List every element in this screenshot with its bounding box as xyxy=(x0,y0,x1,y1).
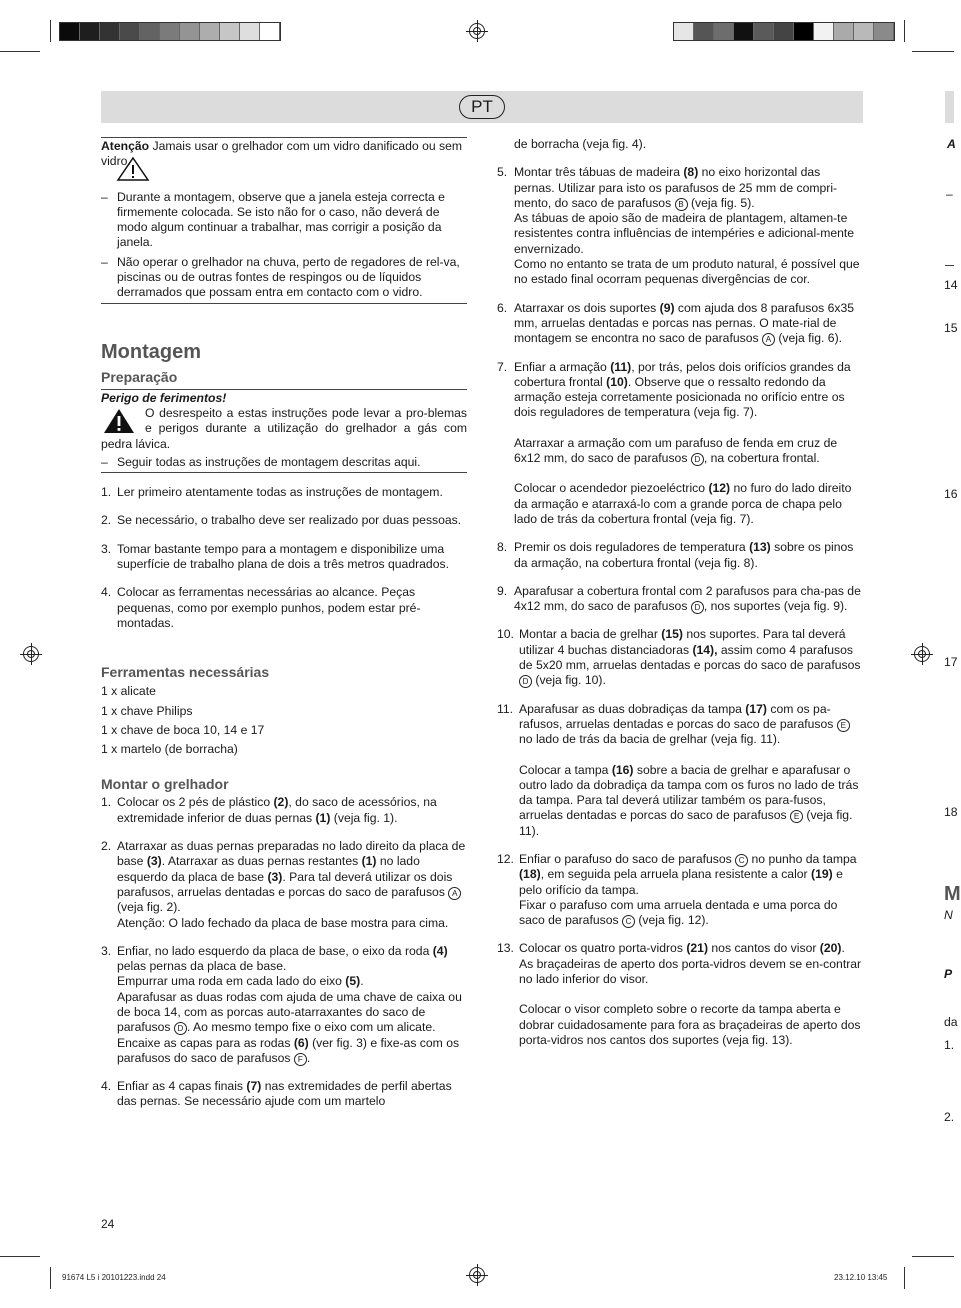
page-number: 24 xyxy=(101,1217,115,1231)
danger-label: Perigo de ferimentos! xyxy=(101,390,227,405)
assembly-step: 2. Atarraxar as duas pernas preparadas no lado direito da placa de base (3). Atarraxar as duas pernas restantes (1) no lado esquerdo da placa de base (3). Para tal deverá utilizar os dois parafusos, arruelas dentadas e porcas do saco de parafusos A (veja fig. 2). Atenção: O lado fechado da placa de base mostra para cima. xyxy=(101,839,466,930)
screw-bag-e-icon: E xyxy=(790,810,803,823)
screw-bag-d-icon: D xyxy=(691,601,704,614)
divider xyxy=(101,472,467,473)
tool-item: 1 x alicate xyxy=(101,684,156,699)
list-item: – Seguir todas as instruções de montagem descritas aqui. xyxy=(101,454,421,469)
assembly-step: 3. Enfiar, no lado esquerdo da placa de base, o eixo da roda (4) pelas pernas da placa de base. Empurrar uma roda em cada lado do eixo (5). Aparafusar as duas rodas com ajuda de uma chave de caixa ou de boca 14, com as porcas auto-atarraxantes do saco de parafusos D . Ao mesmo tempo fixe o eixo com um alicate. Encaixe as capas para as rodas (6) (ver fig. 3) e fixe-as com os parafusos do saco de parafusos F . xyxy=(101,943,462,1065)
assembly-step: 6. Atarraxar os dois suportes (9) com ajuda dos 8 parafusos 6x35 mm, arruelas dentadas e porcas nas pernas. O mate-rial de montagem se encontra no saco de parafusos A (veja fig. 6). xyxy=(497,300,855,346)
danger-warning-icon xyxy=(101,408,137,434)
assembly-step: 10. Montar a bacia de grelhar (15) nos suportes. Para tal deverá utilizar 4 buchas distanciadoras (14), assim como 4 parafusos de 5x20 mm, arruelas dentadas e porcas do saco de parafusos D (veja fig. 10). xyxy=(497,627,861,688)
edge-divider xyxy=(945,265,954,266)
left-column xyxy=(101,137,467,1110)
subsection-title: Ferramentas necessárias xyxy=(101,664,270,681)
edge-fragment: A xyxy=(947,137,956,151)
subsection-title: Montar o grelhador xyxy=(101,776,229,793)
section-title: Montagem xyxy=(101,340,201,363)
divider xyxy=(101,389,467,390)
crop-mark xyxy=(904,1267,905,1289)
list-item: – Durante a montagem, observe que a janela esteja correcta e firmemente colocada. Se isto não for o caso, não deverá de modo algum continuar a trabalhar, mas corrigir a posição da janela. xyxy=(101,189,445,250)
crop-mark xyxy=(904,20,905,42)
edge-fragment: 1. xyxy=(944,1038,955,1052)
color-bar-right xyxy=(673,22,895,41)
tool-item: 1 x chave de boca 10, 14 e 17 xyxy=(101,722,265,737)
tool-item: 1 x chave Philips xyxy=(101,703,193,718)
crop-mark xyxy=(0,51,40,52)
edge-fragment: 15 xyxy=(944,321,958,335)
assembly-step: 11. Aparafusar as duas dobradiças da tampa (17) com os pa-rafusos, arruelas dentadas e porcas do saco de parafusos E no lado de trás da bacia de grelhar (veja fig. 11). Colocar a tampa (16) sobre a bacia de grelhar e aparafusar o outro lado da dobradiça da tampa com os furos no lado de trás da tampa. Para tal deverá utilizar também os para-fusos, arruelas dentadas e porcas do saco de parafusos E (veja fig. 11). xyxy=(497,701,859,838)
assembly-step: 12. Enfiar o parafuso do saco de parafusos C no punho da tampa (18), em seguida pela arruela plana resistente a calor (19) e pelo orifício da tampa. Fixar o parafuso com uma arruela dentada e uma porca do saco de parafusos C (veja fig. 12). xyxy=(497,851,857,928)
screw-bag-c-icon: C xyxy=(735,854,748,867)
edge-fragment: 17 xyxy=(944,655,958,669)
divider xyxy=(101,137,467,138)
edge-fragment: P xyxy=(944,967,953,981)
tool-item: 1 x martelo (de borracha) xyxy=(101,742,238,757)
screw-bag-a-icon: A xyxy=(448,887,461,900)
divider xyxy=(101,303,467,304)
language-badge: PT xyxy=(459,95,505,119)
screw-bag-f-icon: F xyxy=(294,1053,307,1066)
list-item: 1. Ler primeiro atentamente todas as instruções de montagem. xyxy=(101,485,443,500)
list-item: – Não operar o grelhador na chuva, perto de regadores de rel-va, piscinas ou de outras fontes de respingos ou de líquidos derramados que possam entra em contacto com o vidro. xyxy=(101,254,460,300)
edge-fragment: 14 xyxy=(944,278,958,292)
print-date: 23.12.10 13:45 xyxy=(834,1273,888,1282)
edge-fragment: 18 xyxy=(944,805,958,819)
attention-note xyxy=(101,139,467,170)
warning-icon xyxy=(117,157,149,181)
registration-mark-icon xyxy=(23,646,39,662)
assembly-step: 1. Colocar os 2 pés de plástico (2), do saco de acessórios, na extremidade inferior de duas pernas (1) (veja fig. 1). xyxy=(101,795,437,825)
registration-mark-icon xyxy=(469,23,485,39)
color-bar-left xyxy=(59,22,281,41)
assembly-step: 7. Enfiar a armação (11), por trás, pelos dois orifícios grandes da cobertura frontal (10). Observe que o ressalto redondo da armação esteja corretamente posicionada no orifício entre os dois reguladores de temperatura (veja fig. 7). Atarraxar a armação com um parafuso de fenda em cruz de 6x12 mm, do saco de parafusos D , na cobertura frontal. Colocar o acendedor piezoeléctrico (12) no furo do lado direito da armação e atarraxá-lo com a grande porca de chapa pelo lado de trás da cobertura frontal (veja fig. 7). xyxy=(497,359,852,526)
edge-fragment: 16 xyxy=(944,487,958,501)
header-band-next-page xyxy=(945,91,954,123)
screw-bag-c-icon: C xyxy=(622,915,635,928)
edge-fragment: 2. xyxy=(944,1110,955,1124)
screw-bag-d-icon: D xyxy=(519,675,532,688)
list-item: 3. Tomar bastante tempo para a montagem e disponibilize uma superfície de trabalho plana de dois a três metros quadrados. xyxy=(101,541,449,572)
right-column xyxy=(497,137,863,1048)
screw-bag-e-icon: E xyxy=(837,719,850,732)
edge-fragment: da xyxy=(944,1015,958,1029)
crop-mark xyxy=(50,1267,51,1289)
screw-bag-d-icon: D xyxy=(691,453,704,466)
crop-mark xyxy=(912,51,954,52)
edge-fragment: M xyxy=(944,883,961,905)
registration-mark-icon xyxy=(914,646,930,662)
edge-fragment: N xyxy=(944,908,953,922)
file-info: 91674 L5 i 20101223.indd 24 xyxy=(62,1273,166,1282)
danger-note: O desrespeito a estas instruções pode levar a pro-blemas e perigos durante a utilização do grelhador a gás com pedra lávica. xyxy=(101,405,467,451)
screw-bag-a-icon: A xyxy=(762,333,775,346)
assembly-step: 9. Aparafusar a cobertura frontal com 2 parafusos para cha-pas de 4x12 mm, do saco de parafusos D , nos suportes (veja fig. 9). xyxy=(497,583,861,614)
crop-mark xyxy=(912,1256,954,1257)
assembly-step: 8. Premir os dois reguladores de temperatura (13) sobre os pinos da armação, na cobertura frontal (veja fig. 8). xyxy=(497,540,854,570)
subsection-title: Preparação xyxy=(101,368,178,385)
screw-bag-b-icon: B xyxy=(675,198,688,211)
list-item: 2. Se necessário, o trabalho deve ser realizado por duas pessoas. xyxy=(101,513,462,528)
screw-bag-d-icon: D xyxy=(174,1022,187,1035)
assembly-step: 4. Enfiar as 4 capas finais (7) nas extremidades de perfil abertas das pernas. Se necessário ajude com um martelo xyxy=(101,1079,452,1109)
attention-label: Atenção xyxy=(101,139,150,153)
assembly-step: 5. Montar três tábuas de madeira (8) no eixo horizontal das pernas. Utilizar para isto os parafusos de 25 mm de compri-mento, do saco de parafusos B (veja fig. 5). As tábuas de apoio são de madeira de plantagem, altamen-te resistentes contra influências de intempéries e adicional-mente envernizado. Como no entanto se trata de um produto natural, é possível que no estado final ocorram pequenas divergências de cor. xyxy=(497,165,860,287)
edge-fragment: – xyxy=(946,187,953,201)
attention-text: Jamais usar o grelhador com um vidro danificado ou sem vidro. xyxy=(101,139,463,169)
crop-mark xyxy=(50,20,51,42)
assembly-step: 13. Colocar os quatro porta-vidros (21) nos cantos do visor (20). As braçadeiras de aperto dos porta-vidros devem se en-contrar no lado inferior do visor. Colocar o visor completo sobre o recorte da tampa aberta e dobrar cuidadosamente para fora as braçadeiras de aperto dos porta-vidros nos cantos dos suportes (veja fig. 13). xyxy=(497,941,862,1047)
crop-mark xyxy=(0,1256,40,1257)
continuation-text: de borracha (veja fig. 4). xyxy=(514,137,647,151)
registration-mark-icon xyxy=(469,1267,485,1283)
list-item: 4. Colocar as ferramentas necessárias ao alcance. Peças pequenas, como por exemplo punhos, podem estar pré-montadas. xyxy=(101,585,421,630)
